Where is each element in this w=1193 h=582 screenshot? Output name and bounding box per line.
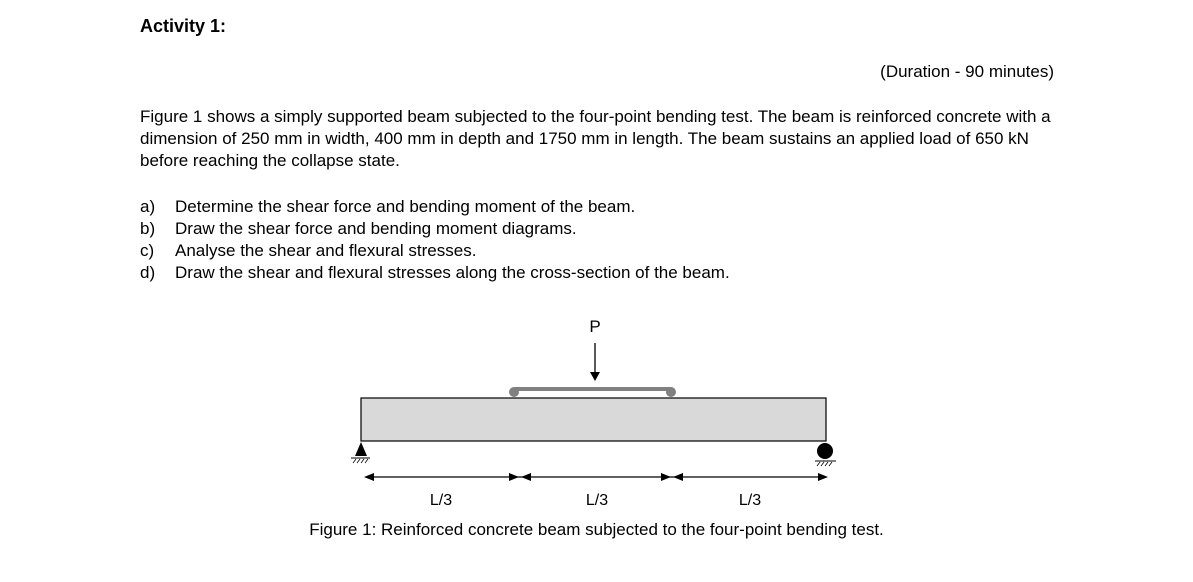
dimension-line [364, 473, 828, 481]
beam-diagram [0, 300, 1193, 520]
question-text: Draw the shear force and bending moment diagrams. [175, 219, 577, 238]
problem-statement: Figure 1 shows a simply supported beam subjected to the four-point bending test. The beam is reinforced concrete with a dimension of 250 mm in width, 400 mm in depth and 1750 mm in length. The beam sustains an applied load of 650 kN before reaching the collapse state. [140, 107, 1051, 170]
question-marker: b) [140, 219, 156, 238]
question-text: Draw the shear and flexural stresses along the cross-section of the beam. [175, 263, 730, 282]
question-text: Determine the shear force and bending moment of the beam. [175, 197, 636, 216]
figure-caption: Figure 1: Reinforced concrete beam subjected to the four-point bending test. [309, 520, 884, 539]
question-item [140, 196, 730, 218]
question-item [140, 240, 730, 262]
roller-support-icon [815, 443, 836, 466]
duration-note: (Duration - 90 minutes) [880, 62, 1054, 81]
span-label: L/3 [738, 492, 762, 509]
activity-heading: Activity 1: [140, 16, 227, 36]
question-list [140, 196, 730, 284]
pin-support-icon [351, 442, 370, 463]
question-marker: c) [140, 241, 155, 260]
question-marker: d) [140, 263, 156, 282]
loading-bar [509, 387, 676, 397]
question-text: Analyse the shear and flexural stresses. [175, 241, 477, 260]
load-label: P [589, 317, 601, 336]
span-label: L/3 [585, 492, 609, 509]
question-item [140, 218, 730, 240]
beam-body [361, 398, 826, 441]
question-item [140, 262, 730, 284]
question-marker: a) [140, 197, 156, 216]
span-label: L/3 [429, 492, 453, 509]
load-arrow-icon [590, 343, 600, 381]
